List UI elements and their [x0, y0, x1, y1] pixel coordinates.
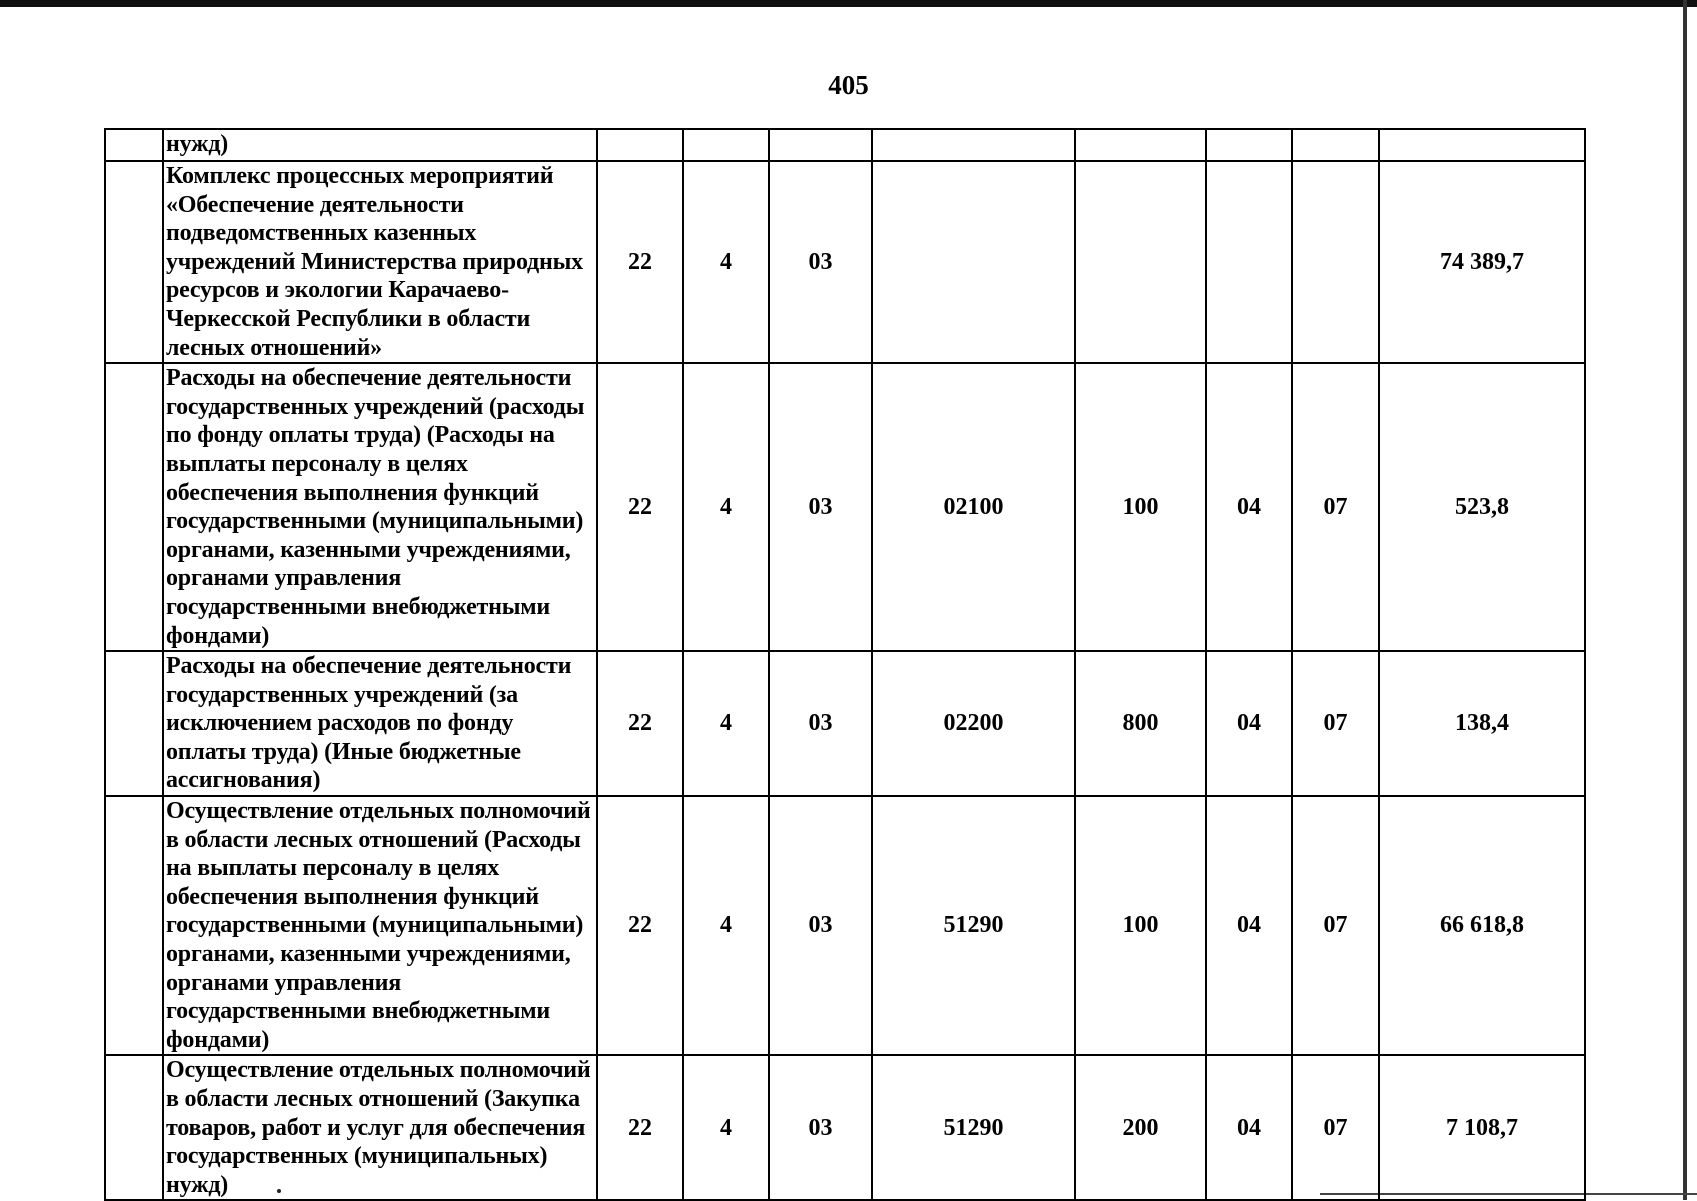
code-cell: 03 — [769, 363, 872, 651]
amount-cell — [1379, 129, 1585, 161]
table-row — [105, 796, 1585, 1055]
code-cell: 22 — [597, 1055, 683, 1200]
code-cell — [1292, 129, 1379, 161]
index-cell — [105, 1055, 163, 1200]
code-cell: 4 — [683, 651, 769, 796]
code-cell — [683, 129, 769, 161]
code-cell: 22 — [597, 363, 683, 651]
code-cell: 200 — [1075, 1055, 1206, 1200]
amount-cell: 7 108,7 — [1379, 1055, 1585, 1200]
code-cell: 100 — [1075, 796, 1206, 1055]
code-cell — [1206, 129, 1292, 161]
code-cell — [872, 129, 1075, 161]
code-cell: 22 — [597, 161, 683, 363]
code-cell: 03 — [769, 651, 872, 796]
code-cell — [872, 161, 1075, 363]
description-cell: Расходы на обеспечение деятельности государственных учреждений (расходы по фонду оплаты труда) (Расходы на выплаты персоналу в целях обеспечения выполнения функций государственными (муниципальными) органами, казенными учреждениями, органами управления государственными внебюджетными фондами) — [163, 363, 597, 651]
description-cell: Осуществление отдельных полномочий в области лесных отношений (Расходы на выплаты персоналу в целях обеспечения выполнения функций государственными (муниципальными) органами, казенными учреждениями, органами управления государственными внебюджетными фондами) — [163, 796, 597, 1055]
budget-table — [104, 128, 1586, 1201]
table-row — [105, 651, 1585, 796]
table-row — [105, 1055, 1585, 1200]
code-cell: 03 — [769, 161, 872, 363]
description-cell: Комплекс процессных мероприятий «Обеспечение деятельности подведомственных казенных учреждений Министерства природных ресурсов и экологии Карачаево-Черкесской Республики в области лесных отношений» — [163, 161, 597, 363]
code-cell: 02100 — [872, 363, 1075, 651]
code-cell — [769, 129, 872, 161]
code-cell — [1206, 161, 1292, 363]
index-cell — [105, 363, 163, 651]
code-cell: 22 — [597, 651, 683, 796]
table-row — [105, 161, 1585, 363]
index-cell — [105, 651, 163, 796]
table-row — [105, 129, 1585, 161]
code-cell: 04 — [1206, 363, 1292, 651]
code-cell: 100 — [1075, 363, 1206, 651]
code-cell — [1075, 129, 1206, 161]
code-cell — [1292, 161, 1379, 363]
description-cell: нужд) — [163, 129, 597, 161]
description-cell: Расходы на обеспечение деятельности государственных учреждений (за исключением расходов по фонду оплаты труда) (Иные бюджетные ассигнования) — [163, 651, 597, 796]
scan-top-edge — [0, 0, 1697, 7]
code-cell: 04 — [1206, 651, 1292, 796]
index-cell — [105, 161, 163, 363]
code-cell: 51290 — [872, 1055, 1075, 1200]
code-cell: 07 — [1292, 651, 1379, 796]
code-cell: 4 — [683, 1055, 769, 1200]
code-cell: 03 — [769, 796, 872, 1055]
code-cell: 800 — [1075, 651, 1206, 796]
code-cell: 02200 — [872, 651, 1075, 796]
amount-cell: 66 618,8 — [1379, 796, 1585, 1055]
table-row — [105, 363, 1585, 651]
code-cell: 04 — [1206, 1055, 1292, 1200]
code-cell: 07 — [1292, 796, 1379, 1055]
code-cell: 07 — [1292, 1055, 1379, 1200]
code-cell: 4 — [683, 363, 769, 651]
page-number: 405 — [828, 70, 869, 100]
scan-right-edge — [1683, 0, 1687, 1200]
code-cell — [1075, 161, 1206, 363]
code-cell — [597, 129, 683, 161]
code-cell: 07 — [1292, 363, 1379, 651]
code-cell: 04 — [1206, 796, 1292, 1055]
code-cell: 22 — [597, 796, 683, 1055]
description-cell: Осуществление отдельных полномочий в области лесных отношений (Закупка товаров, работ и услуг для обеспечения государственных (муниципальных) нужд) — [163, 1055, 597, 1200]
code-cell: 4 — [683, 161, 769, 363]
amount-cell: 138,4 — [1379, 651, 1585, 796]
code-cell: 4 — [683, 796, 769, 1055]
amount-cell: 523,8 — [1379, 363, 1585, 651]
index-cell — [105, 796, 163, 1055]
code-cell: 51290 — [872, 796, 1075, 1055]
code-cell: 03 — [769, 1055, 872, 1200]
amount-cell: 74 389,7 — [1379, 161, 1585, 363]
index-cell — [105, 129, 163, 161]
